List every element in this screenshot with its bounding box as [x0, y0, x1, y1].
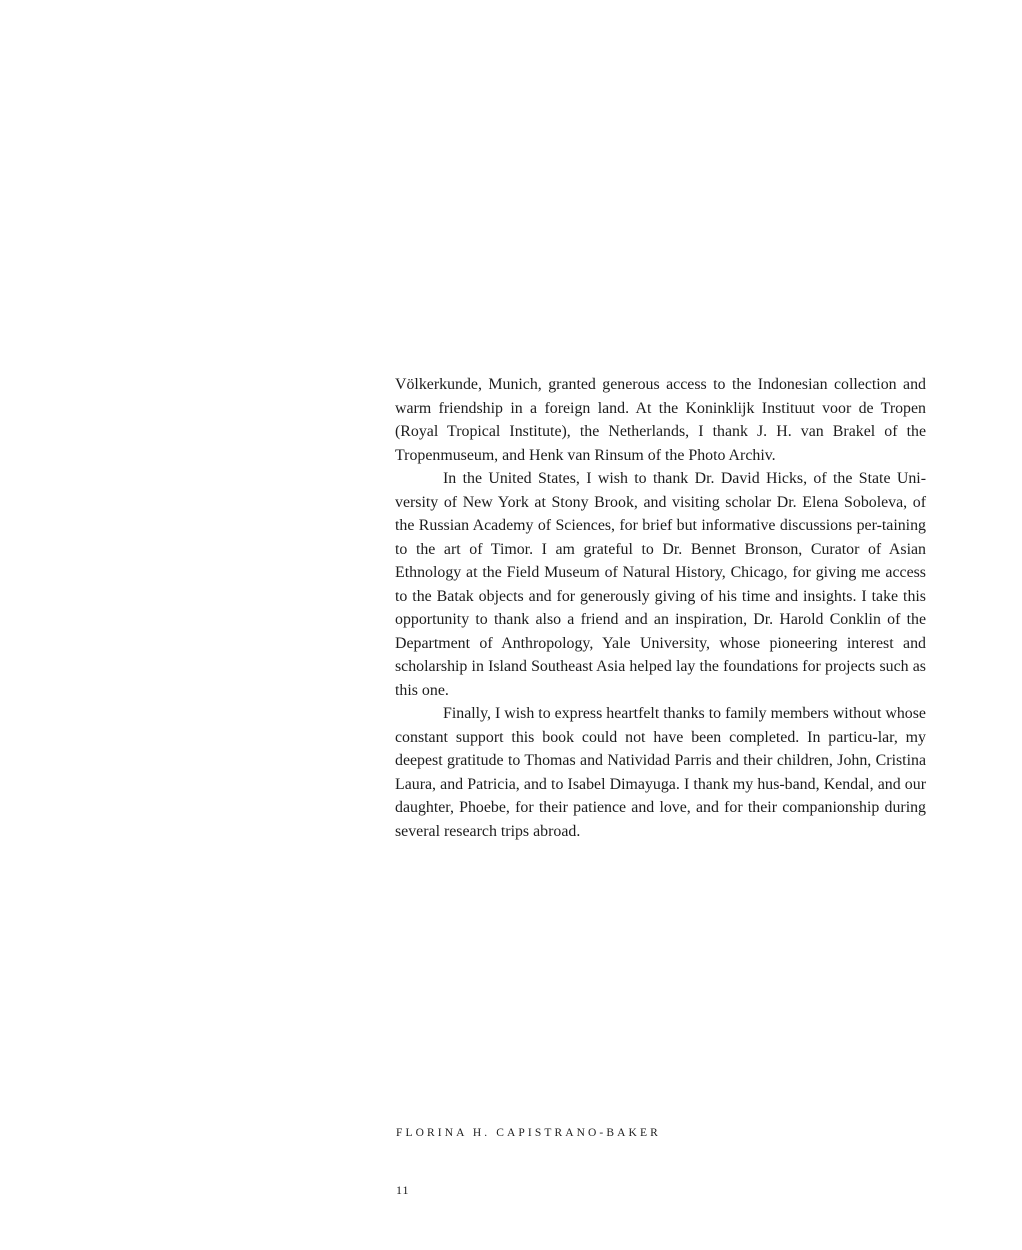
paragraph-2: In the United States, I wish to thank Dr. David Hicks, of the State Uni-versity of New York at Stony Brook, and visiting scholar Dr. Elena Soboleva, of the Russian Academy of Sciences, for brief but informative discussions per-taining to the art of Timor. I am grateful to Dr. Bennet Bronson, Curator of Asian Ethnology at the Field Museum of Natural History, Chicago, for giving me access to the Batak objects and for generously giving of his time and insights. I take this opportunity to thank also a friend and an inspiration, Dr. Harold Conklin of the Department of Anthropology, Yale University, whose pioneering interest and scholarship in Island Southeast Asia helped lay the foundations for projects such as this one.	[395, 470, 926, 699]
author-signature: FLORINA H. CAPISTRANO-BAKER	[396, 1127, 661, 1139]
page-number: 11	[396, 1183, 410, 1197]
body-text	[395, 373, 926, 843]
paragraph-1: Völkerkunde, Munich, granted generous access to the Indonesian collection and warm friendship in a foreign land. At the Koninklijk Instituut voor de Tropen (Royal Tropical Institute), the Netherlands, I thank J. H. van Brakel of the Tropenmuseum, and Henk van Rinsum of the Photo Archiv.	[395, 376, 926, 464]
paragraph-3: Finally, I wish to express heartfelt thanks to family members without whose constant support this book could not have been completed. In particu-lar, my deepest gratitude to Thomas and Natividad Parris and their children, John, Cristina Laura, and Patricia, and to Isabel Dimayuga. I thank my hus-band, Kendal, and our daughter, Phoebe, for their patience and love, and for their companionship during several research trips abroad.	[395, 705, 926, 840]
